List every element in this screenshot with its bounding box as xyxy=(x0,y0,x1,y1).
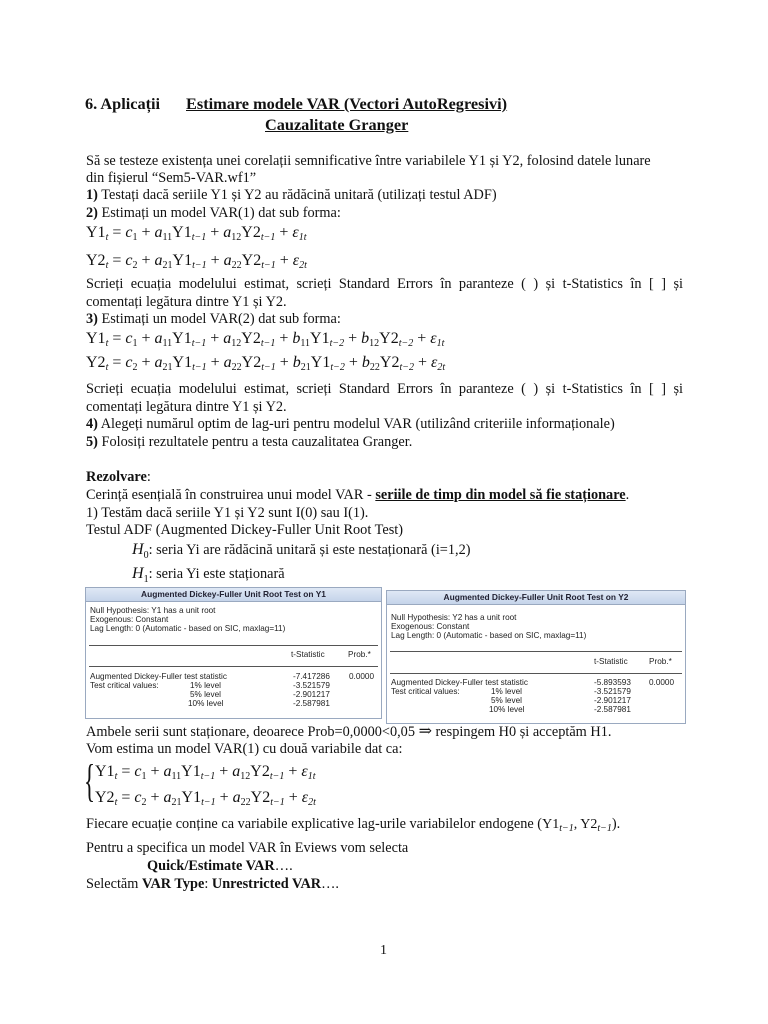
adf-y1-l5: 5% level xyxy=(190,690,221,699)
h0-text: : seria Yi are rădăcină unitară și este nestaționară (i=1,2) xyxy=(148,542,471,558)
adf-y2-stat-value: -5.893593 xyxy=(594,678,631,687)
requirement-dot: . xyxy=(625,487,630,503)
adf-y2-l10: 10% level xyxy=(489,705,525,714)
h1-symbol: H xyxy=(132,565,144,582)
adf-y2-col-p: Prob.* xyxy=(649,657,672,666)
adf-y1-v10: -2.587981 xyxy=(293,699,330,708)
solution-heading-colon: : xyxy=(146,469,151,485)
task-1 xyxy=(86,187,497,204)
var-type-colon: : xyxy=(204,876,212,892)
h0-subscript: 0 xyxy=(143,549,149,561)
implies-symbol: ⇒ xyxy=(418,723,432,740)
var-type-line xyxy=(86,876,339,893)
adf-y2-null: Null Hypothesis: Y2 has a unit root xyxy=(391,613,517,622)
adf-y2-rule-mid xyxy=(390,673,682,674)
menu-path-ellipsis: …. xyxy=(274,858,293,874)
adf-y1-crit-label: Test critical values: xyxy=(90,681,159,690)
var-type-label: VAR Type xyxy=(141,876,205,892)
requirement-prefix: Cerință esențială în construirea unui model VAR - xyxy=(86,487,376,503)
conclusion-line xyxy=(86,723,611,741)
equation-var2-y2: $Y2_t = c_2 + a_{21}Y1_{t-1} + a_{22}Y2_{t-1} + b_{21}Y1_{t-2} + b_{22}Y2_{t-2} + \varepsilon_{2t}$ xyxy=(86,354,446,373)
adf-y1-null: Null Hypothesis: Y1 has a unit root xyxy=(90,606,216,615)
task-3 xyxy=(86,311,341,328)
intro-line-1 xyxy=(86,153,683,170)
task-1-text: Testați dacă seriile Y1 și Y2 au rădăcină unitară (utilizați testul ADF) xyxy=(97,187,497,203)
h1-subscript: 1 xyxy=(143,573,149,585)
system-brace: { xyxy=(84,755,96,806)
task-1-number: 1) xyxy=(86,187,98,203)
adf-y1-rule-mid xyxy=(89,666,378,667)
adf-y2-stat-label: Augmented Dickey-Fuller test statistic xyxy=(391,678,528,687)
adf-y1-stat-label: Augmented Dickey-Fuller test statistic xyxy=(90,672,227,681)
system-eq-y1: $Y1_t = c_1 + a_{11}Y1_{t-1} + a_{12}Y2_{t-1} + \varepsilon_{1t}$ xyxy=(95,763,316,782)
adf-y1-v5: -2.901217 xyxy=(293,690,330,699)
adf-table-y1 xyxy=(85,587,382,719)
adf-y1-l1: 1% level xyxy=(190,681,221,690)
adf-y2-crit-label: Test critical values: xyxy=(391,687,460,696)
task-2-text: Estimați un model VAR(1) dat sub forma: xyxy=(97,205,341,221)
intro-line-1-text: Să se testeze existența unei corelații semnificative între variabilele Y1 și Y2, folosind datele lunare xyxy=(86,153,651,169)
system-eq-y2: $Y2_t = c_2 + a_{21}Y1_{t-1} + a_{22}Y2_{t-1} + \varepsilon_{2t}$ xyxy=(95,789,316,808)
section-number: 6. Aplicații xyxy=(85,94,161,113)
explain-text: Fiecare ecuație conține ca variabile explicative lag-urile variabilelor endogene ( xyxy=(86,816,543,832)
task-3-text: Estimați un model VAR(2) dat sub forma: xyxy=(97,311,341,327)
adf-y1-stat-value: -7.417286 xyxy=(293,672,330,681)
adf-y1-rule-top xyxy=(89,645,378,646)
adf-y2-v10: -2.587981 xyxy=(594,705,631,714)
conclusion-prefix: Ambele serii sunt staționare, deoarece Prob=0,0000<0,05 xyxy=(86,724,419,740)
solution-heading-text: Rezolvare xyxy=(86,469,147,485)
adf-title: Testul ADF (Augmented Dickey-Fuller Unit Root Test) xyxy=(86,522,403,538)
eviews-menu-path xyxy=(147,858,293,875)
task-4 xyxy=(86,416,615,433)
task-2-number: 2) xyxy=(86,205,98,221)
task-4-number: 4) xyxy=(86,416,98,432)
title-line-2: Cauzalitate Granger xyxy=(265,115,409,134)
adf-y1-l10: 10% level xyxy=(188,699,224,708)
task-5 xyxy=(86,434,412,451)
hypothesis-h1 xyxy=(132,565,285,588)
adf-table-y2-title: Augmented Dickey-Fuller Unit Root Test on Y2 xyxy=(387,591,685,605)
h0-symbol: H xyxy=(132,541,144,558)
adf-y2-lag: Lag Length: 0 (Automatic - based on SIC, maxlag=11) xyxy=(391,631,587,640)
explain-line: Fiecare ecuație conține ca variabile explicative lag-urile variabilelor endogene ($Y1_{t-1}$, $Y2_{t-1}$). xyxy=(86,816,621,834)
var-type-tail: …. xyxy=(321,876,339,892)
adf-y1-stat-prob: 0.0000 xyxy=(349,672,375,681)
adf-table-y2 xyxy=(386,590,686,724)
adf-y1-exog: Exogenous: Constant xyxy=(90,615,169,624)
h1-text: : seria Yi este staționară xyxy=(148,566,285,582)
adf-y1-lag: Lag Length: 0 (Automatic - based on SIC, maxlag=11) xyxy=(90,624,286,633)
eviews-intro: Pentru a specifica un model VAR în Eviews vom selecta xyxy=(86,840,409,856)
hypothesis-h0 xyxy=(132,541,471,564)
equation-var1-y2: $Y2_t = c_2 + a_{21}Y1_{t-1} + a_{22}Y2_{t-1} + \varepsilon_{2t}$ xyxy=(86,252,307,271)
adf-y1-col-p: Prob.* xyxy=(348,650,371,659)
adf-y2-l5: 5% level xyxy=(491,696,522,705)
adf-y1-col-t: t-Statistic xyxy=(291,650,325,659)
adf-y2-exog: Exogenous: Constant xyxy=(391,622,470,631)
estimate-line: Vom estima un model VAR(1) cu două variabile dat ca: xyxy=(86,741,403,757)
task-5-text: Folosiți rezultatele pentru a testa cauzalitatea Granger. xyxy=(97,434,413,450)
solution-heading xyxy=(86,469,151,486)
var-type-prefix: Selectăm xyxy=(86,876,142,892)
adf-y2-v5: -2.901217 xyxy=(594,696,631,705)
note-b-line-2: comentați legătura dintre Y1 și Y2. xyxy=(86,399,287,415)
note-a-line-2: comentați legătura dintre Y1 și Y2. xyxy=(86,294,287,310)
menu-path-text: Quick/Estimate VAR xyxy=(147,858,275,874)
intro-line-2: din fișierul “Sem5-VAR.wf1” xyxy=(86,170,257,186)
adf-y2-stat-prob: 0.0000 xyxy=(649,678,675,687)
adf-y1-v1: -3.521579 xyxy=(293,681,330,690)
adf-y2-l1: 1% level xyxy=(491,687,522,696)
note-b-line-1: Scrieți ecuația modelului estimat, scrieți Standard Errors în paranteze ( ) și t-Statistics în [ ] și xyxy=(86,381,683,397)
task-5-number: 5) xyxy=(86,434,98,450)
adf-y2-v1: -3.521579 xyxy=(594,687,631,696)
adf-y2-col-t: t-Statistic xyxy=(594,657,628,666)
task-4-text: Alegeți numărul optim de lag-uri pentru modelul VAR (utilizând criteriile informaționale) xyxy=(97,416,615,432)
step-1: 1) Testăm dacă seriile Y1 și Y2 sunt I(0) sau I(1). xyxy=(86,505,369,521)
task-3-number: 3) xyxy=(86,311,98,327)
title-line-1: Estimare modele VAR (Vectori AutoRegresivi) xyxy=(186,94,508,113)
equation-var2-y1: $Y1_t = c_1 + a_{11}Y1_{t-1} + a_{12}Y2_{t-1} + b_{11}Y1_{t-2} + b_{12}Y2_{t-2} + \varepsilon_{1t}$ xyxy=(86,330,445,349)
requirement-line xyxy=(86,487,629,504)
equation-var1-y1: $Y1_t = c_1 + a_{11}Y1_{t-1} + a_{12}Y2_{t-1} + \varepsilon_{1t}$ xyxy=(86,224,307,243)
conclusion-suffix: respingem H0 și acceptăm H1. xyxy=(431,724,612,740)
adf-table-y1-title: Augmented Dickey-Fuller Unit Root Test on Y1 xyxy=(86,588,381,602)
note-a-line-1: Scrieți ecuația modelului estimat, scrieți Standard Errors în paranteze ( ) și t-Statistics în [ ] și xyxy=(86,276,683,292)
page-number: 1 xyxy=(380,943,387,958)
requirement-emphasis: seriile de timp din model să fie staționare xyxy=(375,487,626,503)
task-2 xyxy=(86,205,341,222)
var-type-value: Unrestricted VAR xyxy=(211,876,322,892)
adf-y2-rule-top xyxy=(390,651,682,652)
